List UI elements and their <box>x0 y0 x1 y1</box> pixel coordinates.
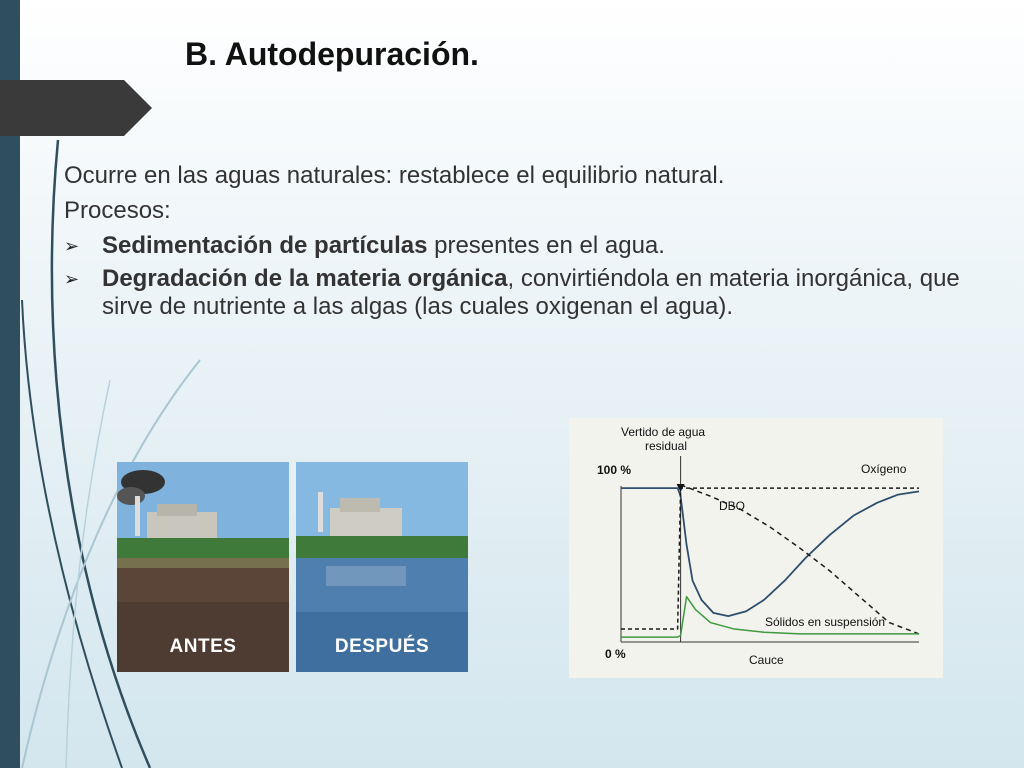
arrow-bullet-icon: ➢ <box>64 235 80 256</box>
slide-title: B. Autodepuración. <box>185 36 479 72</box>
bullet-item <box>64 265 964 323</box>
slide-body <box>64 162 964 322</box>
title-tab-shape <box>0 80 152 136</box>
legend-dbo: DBO <box>719 499 746 513</box>
photo-before <box>117 462 289 672</box>
series-line-1 <box>681 485 919 634</box>
annotation-line2: residual <box>645 439 688 453</box>
arrow-bullet-icon: ➢ <box>64 268 80 289</box>
y-bottom-label: 0 % <box>605 647 626 661</box>
photo-after <box>296 462 468 672</box>
legend-oxigeno: Oxígeno <box>861 462 907 476</box>
procesos-label: Procesos: <box>64 196 171 224</box>
bullet-item <box>64 232 964 261</box>
bullet-rest-text: , convirtiéndola en materia inorgánica, que sirve de nutriente a las algas (las cuales oxigenan el agua). <box>102 264 960 321</box>
autodepuracion-chart <box>569 418 943 678</box>
series-line-0 <box>621 488 919 616</box>
annotation-line1: Vertido de agua <box>621 425 706 439</box>
x-axis-label: Cauce <box>749 653 784 667</box>
intro-text: Ocurre en las aguas naturales: restablece el equilibrio natural. <box>64 162 725 189</box>
after-label: DESPUÉS <box>334 636 430 657</box>
bullet-bold-text: Degradación de la materia orgánica <box>102 264 508 292</box>
y-top-label: 100 % <box>597 463 632 477</box>
before-after-photos <box>117 462 463 672</box>
bullet-rest-text: presentes en el agua. <box>427 231 665 259</box>
legend-solidos: Sólidos en suspensión <box>765 615 886 629</box>
before-label: ANTES <box>169 636 237 657</box>
chart-svg <box>569 418 943 678</box>
bullet-bold-text: Sedimentación de partículas <box>102 231 428 259</box>
series-line-3 <box>621 488 919 629</box>
